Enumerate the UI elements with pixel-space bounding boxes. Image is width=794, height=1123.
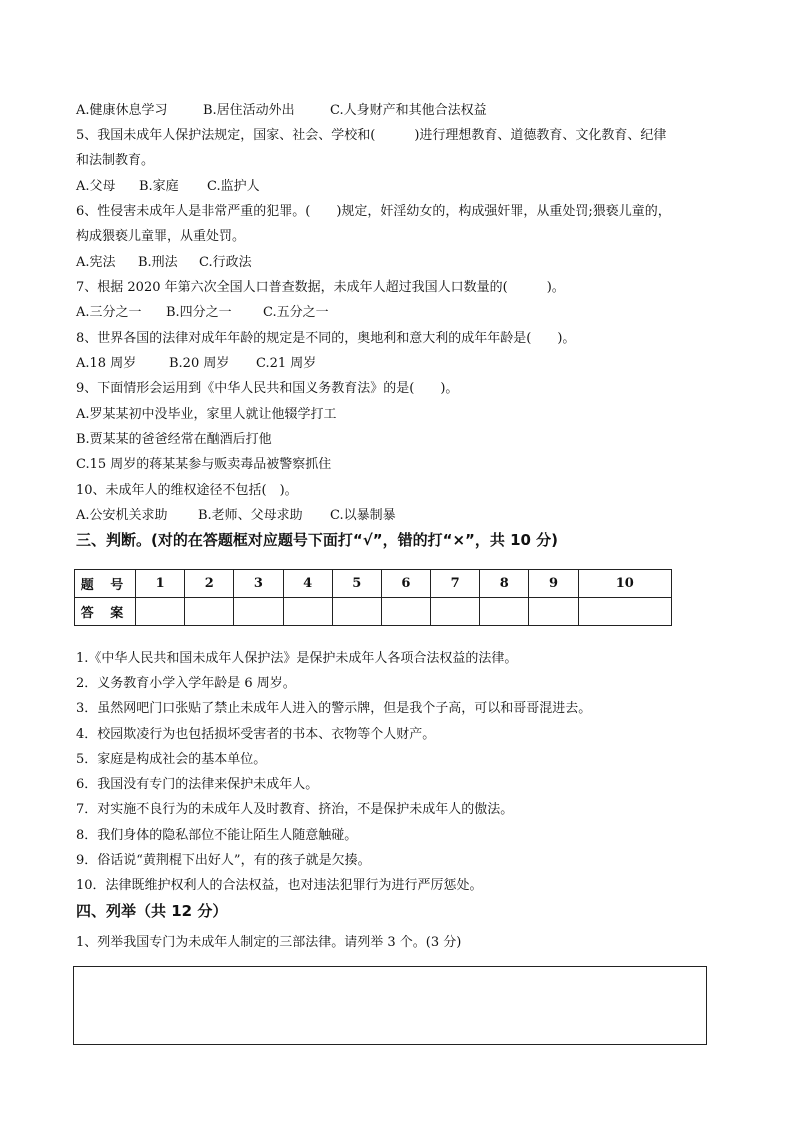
answer-table-number: 8 [480,570,529,598]
answer-table-number: 3 [234,570,283,598]
answer-cell[interactable] [283,598,332,626]
q8-option-a: A.18 周岁 [76,356,137,371]
q5-options [76,178,260,195]
answer-table-number-label: 题 号 [75,570,136,598]
q9-option-c: C.15 周岁的蒋某某参与贩卖毒品被警察抓住 [76,457,332,472]
q9-stem: 9、下面情形会运用到《中华人民共和国义务教育法》的是( )。 [76,381,459,396]
judgement-item-3: 3．虽然网吧门口张贴了禁止未成年人进入的警示牌，但是我个子高，可以和哥哥混进去。 [76,701,592,716]
q8-option-c: C.21 周岁 [256,356,317,371]
judgement-item-8: 8．我们身体的隐私部位不能让陌生人随意触碰。 [76,828,358,843]
q5-option-c: C.监护人 [207,179,260,194]
answer-cell[interactable] [578,598,671,626]
section4-q1: 1、列举我国专门为未成年人制定的三部法律。请列举 3 个。(3 分) [76,935,462,950]
q10-option-b: B.老师、父母求助 [198,508,303,523]
q8-option-b: B.20 周岁 [169,356,230,371]
judgement-item-10: 10．法律既维护权利人的合法权益，也对违法犯罪行为进行严厉惩处。 [76,878,483,893]
q9-option-a: A.罗某某初中没毕业，家里人就让他辍学打工 [76,407,337,422]
q4-option-a: A.健康休息学习 [76,103,168,118]
q4-option-b: B.居住活动外出 [203,103,295,118]
judgement-item-6: 6．我国没有专门的法律来保护未成年人。 [76,777,319,792]
judgement-item-4: 4．校园欺凌行为也包括损坏受害者的书本、衣物等个人财产。 [76,727,436,742]
q7-stem: 7、根据 2020 年第六次全国人口普查数据，未成年人超过我国人口数量的( )。 [76,280,565,295]
q4-option-c: C.人身财产和其他合法权益 [330,103,487,118]
judgement-item-7: 7．对实施不良行为的未成年人及时教育、挤治，不是保护未成年人的傲法。 [76,802,514,817]
q4-options [76,102,487,119]
q10-stem: 10、未成年人的维权途径不包括( )。 [76,483,298,498]
section4-heading: 四、列举（共 12 分） [76,902,228,920]
answer-table-number: 5 [332,570,381,598]
q5-stem-line1: 5、我国未成年人保护法规定，国家、社会、学校和( )进行理想教育、道德教育、文化教育、纪律 [76,128,667,143]
judgement-item-1: 1.《中华人民共和国未成年人保护法》是保护未成年人各项合法权益的法律。 [76,651,518,666]
answer-cell[interactable] [234,598,283,626]
answer-cell[interactable] [529,598,578,626]
q9-option-b: B.贾某某的爸爸经常在酗酒后打他 [76,432,272,447]
judgement-item-5: 5．家庭是构成社会的基本单位。 [76,752,267,767]
section3-heading: 三、判断。(对的在答题框对应题号下面打“√”，错的打“×”，共 10 分) [76,531,559,549]
q6-option-a: A.宪法 [76,255,116,270]
answer-cell[interactable] [381,598,430,626]
q5-option-a: A.父母 [76,179,116,194]
answer-table [74,569,672,626]
answer-box[interactable] [73,966,707,1045]
answer-table-number: 7 [431,570,480,598]
answer-cell[interactable] [431,598,480,626]
q10-options [76,507,396,524]
q6-option-b: B.刑法 [138,255,178,270]
q5-stem-line2: 和法制教育。 [76,153,155,168]
judgement-item-2: 2．义务教育小学入学年龄是 6 周岁。 [76,676,296,691]
q6-option-c: C.行政法 [199,255,252,270]
q8-options [76,355,316,372]
q7-options [76,304,329,321]
answer-cell[interactable] [136,598,185,626]
q7-option-c: C.五分之一 [263,305,329,320]
q10-option-a: A.公安机关求助 [76,508,168,523]
answer-table-answer-label: 答 案 [75,598,136,626]
answer-table-number: 2 [185,570,234,598]
q7-option-a: A.三分之一 [76,305,142,320]
answer-cell[interactable] [332,598,381,626]
q8-stem: 8、世界各国的法律对成年年龄的规定是不同的，奥地利和意大利的成年年龄是( )。 [76,331,576,346]
q10-option-c: C.以暴制暴 [330,508,396,523]
q5-option-b: B.家庭 [139,179,179,194]
answer-cell[interactable] [480,598,529,626]
judgement-item-9: 9．俗话说“黄荆棍下出好人”，有的孩子就是欠揍。 [76,853,371,868]
q7-option-b: B.四分之一 [166,305,232,320]
answer-table-number-row [75,570,672,598]
q6-stem-line2: 构成猥亵儿童罪，从重处罚。 [76,229,246,244]
answer-table-number: 6 [381,570,430,598]
answer-table-answer-row [75,598,672,626]
q6-stem-line1: 6、性侵害未成年人是非常严重的犯罪。( )规定，奸淫幼女的，构成强奸罪，从重处罚;猥亵儿童的， [76,204,671,219]
answer-table-number: 10 [578,570,671,598]
answer-table-number: 1 [136,570,185,598]
answer-cell[interactable] [185,598,234,626]
answer-table-number: 4 [283,570,332,598]
answer-table-number: 9 [529,570,578,598]
q6-options [76,254,252,271]
